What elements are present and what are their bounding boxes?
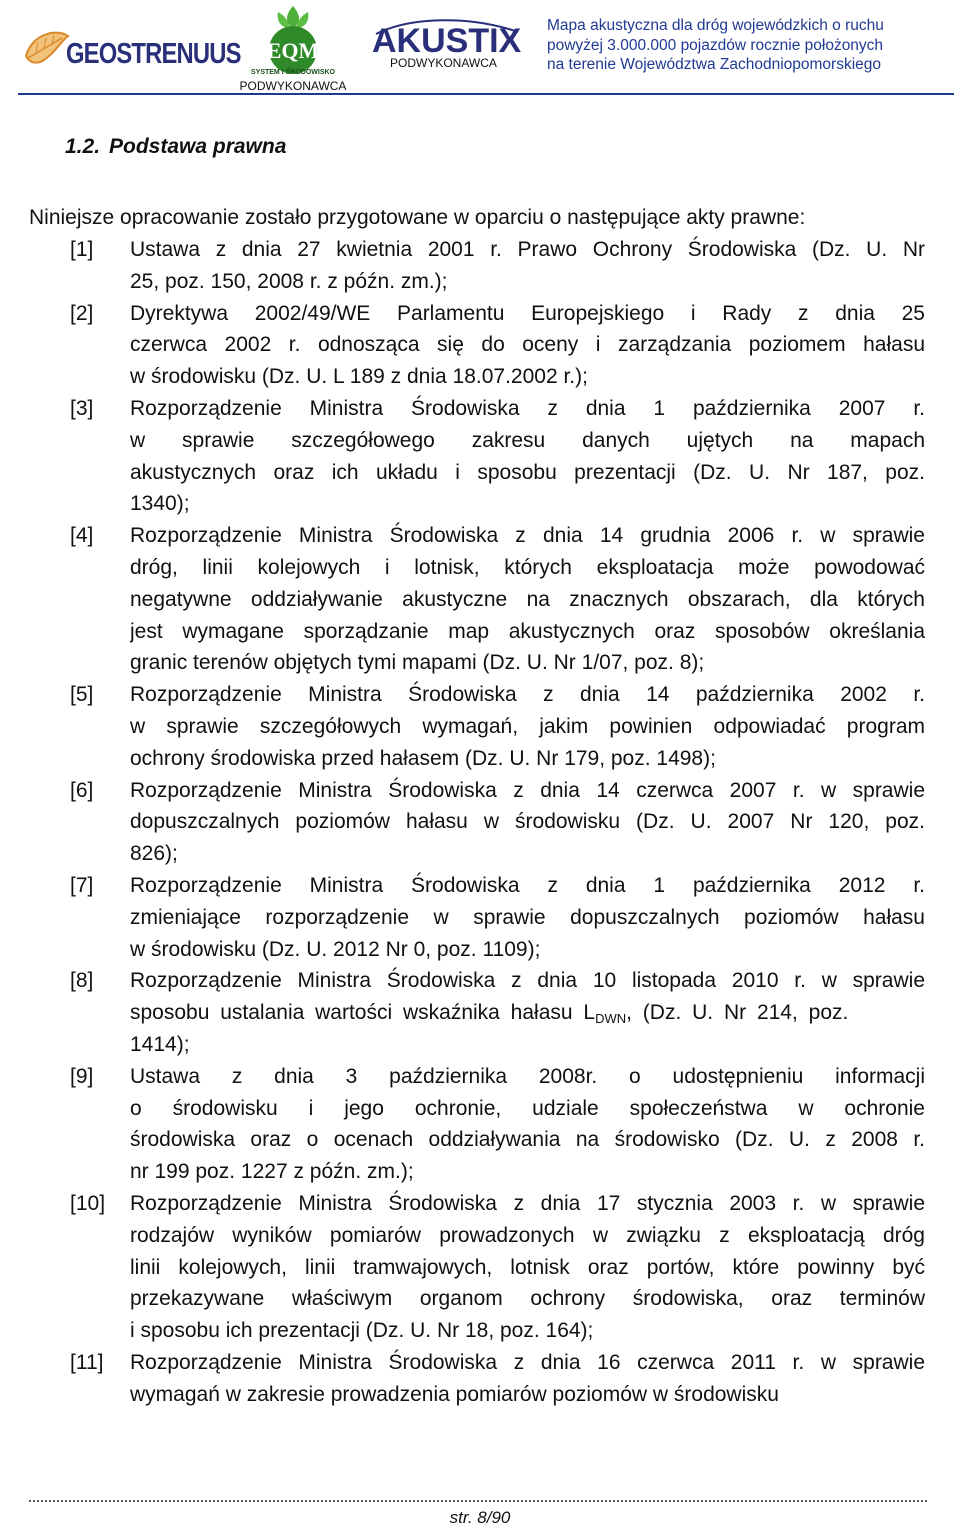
reference-line: ochrony środowiska przed hałasem (Dz. U. Nr 179, poz. 1498);: [130, 746, 716, 770]
title-line: na terenie Województwa Zachodniopomorskiego: [547, 56, 882, 73]
eqm-subtitle: SYSTEM I ŚRODOWISKO: [250, 69, 335, 76]
reference-line: [130, 997, 925, 1029]
reference-line: Rozporządzenie Ministra Środowiska z dnia 1 października 2007 r.: [130, 396, 925, 420]
akustix-text: AKUSTIX: [372, 22, 522, 60]
reference-number: [1]: [70, 238, 94, 261]
indicator-subscript: DWN: [595, 1011, 627, 1027]
reference-item: [0, 298, 960, 393]
reference-number: [10]: [70, 1191, 106, 1215]
reference-line: Ustawa z dnia 3 października 2008r. o udostępnieniu informacji: [130, 1064, 925, 1088]
reference-item: [0, 775, 960, 870]
section-number: 1.2.: [65, 135, 101, 158]
reference-line: Rozporządzenie Ministra Środowiska z dnia 1 października 2012 r.: [130, 873, 925, 897]
reference-number: [3]: [70, 396, 94, 420]
reference-line: jest wymagane sporządzanie map akustycznych oraz sposobów określania: [130, 619, 925, 643]
reference-line: granic terenów objętych tymi mapami (Dz. U. Nr 1/07, poz. 8);: [130, 651, 705, 675]
reference-item: [0, 965, 960, 1060]
reference-line: Ustawa z dnia 27 kwietnia 2001 r. Prawo Ochrony Środowiska (Dz. U. Nr: [130, 238, 925, 261]
eqm-globe-icon: [238, 2, 348, 78]
reference-line: o środowisku i jego ochronie, udziale społeczeństwa w ochronie: [130, 1096, 925, 1120]
reference-number: [7]: [70, 873, 94, 897]
eqm-logo: [238, 2, 348, 94]
reference-line: 25, poz. 150, 2008 r. z późn. zm.);: [130, 269, 448, 293]
geostrenuus-logo: [22, 20, 241, 80]
reference-line: Rozporządzenie Ministra Środowiska z dnia 17 stycznia 2003 r. w sprawie: [130, 1191, 925, 1215]
reference-line: Rozporządzenie Ministra Środowiska z dnia 14 czerwca 2007 r. w sprawie: [130, 778, 925, 802]
eqm-caption: PODWYKONAWCA: [239, 79, 347, 93]
reference-line: przekazywane właściwym organom ochrony środowiska, oraz terminów: [130, 1287, 925, 1311]
reference-line: czerwca 2002 r. odnosząca się do oceny i zarządzania poziomem hałasu: [130, 333, 925, 357]
reference-line: linii kolejowych, linii tramwajowych, lotnisk oraz portów, które powinny być: [130, 1255, 925, 1279]
reference-line: Dyrektywa 2002/49/WE Parlamentu Europejskiego i Rady z dnia 25: [130, 301, 925, 325]
page-number: str. 8/90: [449, 1508, 511, 1527]
reference-line: 1340);: [130, 492, 190, 516]
document-title: [547, 16, 947, 75]
reference-line: 1414);: [130, 1032, 190, 1056]
reference-text: sposobu ustalania wartości wskaźnika hałasu L: [130, 1001, 596, 1025]
reference-number: [4]: [70, 524, 94, 548]
reference-number: [9]: [70, 1064, 94, 1088]
page-header: [0, 0, 960, 96]
reference-line: i sposobu ich prezentacji (Dz. U. Nr 18, poz. 164);: [130, 1319, 594, 1343]
akustix-logo: [372, 14, 522, 74]
title-line: powyżej 3.000.000 pojazdów rocznie położonych: [547, 36, 884, 54]
section-heading: [65, 135, 286, 159]
reference-number: [6]: [70, 778, 94, 802]
reference-line: dopuszczalnych poziomów hałasu w środowisku (Dz. U. 2007 Nr 120, poz.: [130, 810, 925, 834]
geostrenuus-leaf-icon: [22, 26, 70, 74]
reference-item: [0, 234, 960, 298]
reference-item: [0, 393, 960, 520]
section-title: Podstawa prawna: [109, 135, 287, 158]
eqm-letters: EQM: [266, 38, 320, 63]
footer-rule: [29, 1500, 927, 1502]
header-rule: [18, 93, 954, 95]
reference-line: akustycznych oraz ich układu i sposobu prezentacji (Dz. U. Nr 187, poz.: [130, 460, 925, 484]
logo-text: GEOSTRENUUS: [66, 38, 241, 70]
reference-item: [0, 1347, 960, 1411]
reference-item: [0, 1061, 960, 1188]
reference-number: [11]: [70, 1350, 104, 1374]
reference-item: [0, 679, 960, 774]
reference-line: dróg, linii kolejowych i lotnisk, których eksploatacja może powodować: [130, 555, 925, 579]
reference-number: [5]: [70, 683, 94, 707]
reference-line: środowiska oraz o ocenach oddziaływania na środowisko (Dz. U. z 2008 r.: [130, 1128, 925, 1152]
reference-line: zmieniające rozporządzenie w sprawie dopuszczalnych poziomów hałasu: [130, 905, 925, 929]
reference-number: [8]: [70, 969, 94, 993]
reference-line: Rozporządzenie Ministra Środowiska z dnia 16 czerwca 2011 r. w sprawie: [130, 1350, 925, 1374]
reference-text: , (Dz. U. Nr 214, poz.: [626, 1001, 849, 1025]
reference-line: 826);: [130, 842, 178, 866]
reference-item: [0, 1188, 960, 1347]
reference-line: negatywne oddziaływanie akustyczne na znacznych obszarach, dla których: [130, 587, 925, 611]
reference-line: w sprawie szczegółowych wymagań, jakim powinien odpowiadać program: [130, 714, 925, 738]
akustix-caption: PODWYKONAWCA: [390, 56, 497, 70]
references-list: [0, 234, 960, 1410]
reference-line: rodzajów wyników pomiarów prowadzonych w związku z eksploatacją dróg: [130, 1223, 925, 1247]
reference-line: Rozporządzenie Ministra Środowiska z dnia 10 listopada 2010 r. w sprawie: [130, 969, 925, 993]
reference-line: w sprawie szczegółowego zakresu danych ujętych na mapach: [130, 428, 925, 452]
reference-line: Rozporządzenie Ministra Środowiska z dnia 14 października 2002 r.: [130, 683, 925, 707]
intro-paragraph: Niniejsze opracowanie zostało przygotowane w oparciu o następujące akty prawne:: [29, 206, 806, 229]
reference-item: [0, 520, 960, 679]
reference-line: Rozporządzenie Ministra Środowiska z dnia 14 grudnia 2006 r. w sprawie: [130, 524, 925, 548]
title-line: Mapa akustyczna dla dróg wojewódzkich o ruchu: [547, 17, 884, 34]
reference-line: nr 199 poz. 1227 z późn. zm.);: [130, 1160, 414, 1184]
reference-line: w środowisku (Dz. U. L 189 z dnia 18.07.2002 r.);: [130, 365, 588, 389]
reference-line: w środowisku (Dz. U. 2012 Nr 0, poz. 1109);: [130, 937, 541, 961]
reference-line: wymagań w zakresie prowadzenia pomiarów poziomów w środowisku: [130, 1382, 779, 1406]
reference-item: [0, 870, 960, 965]
reference-number: [2]: [70, 301, 94, 325]
